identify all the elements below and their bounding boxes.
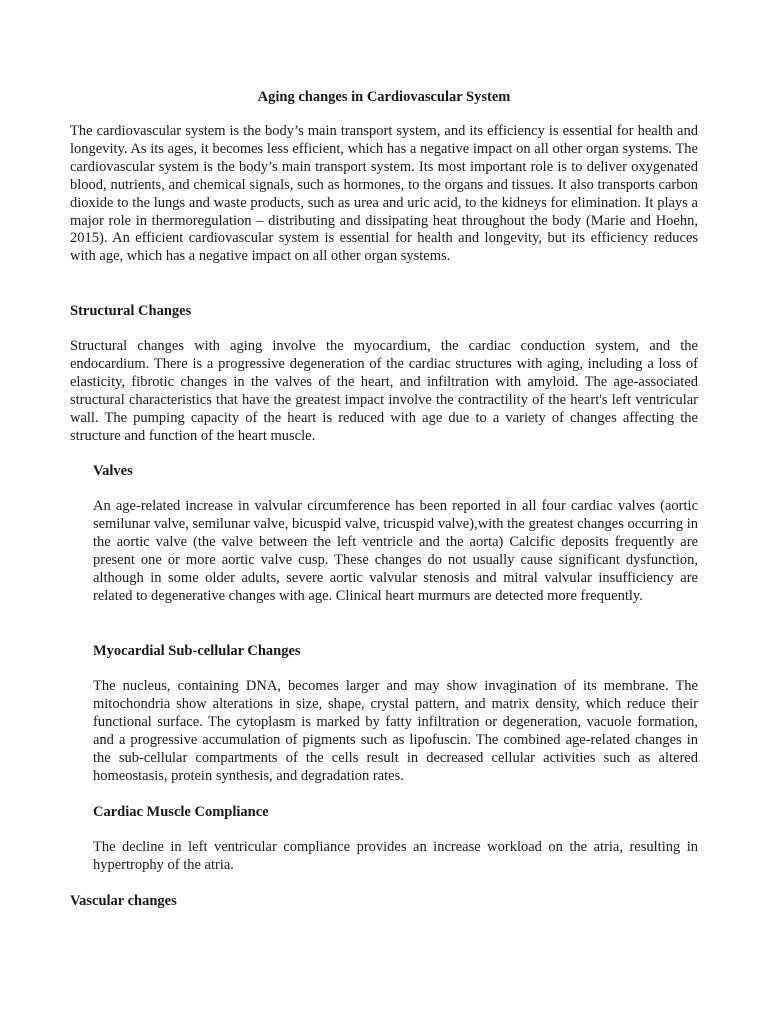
- structural-changes-paragraph: Structural changes with aging involve the myocardium, the cardiac conduction system, and the endocardium. There is a progressive degeneration of the cardiac structures with aging, including a loss of elasticity, fibrotic changes in the valves of the heart, and infiltration with amyloid. The age-associated structural characteristics that have the greatest impact involve the contractility of the heart's left ventricular wall. The pumping capacity of the heart is reduced with age due to a variety of changes affecting the structure and function of the heart muscle.: [70, 338, 698, 444]
- compliance-heading: Cardiac Muscle Compliance: [93, 804, 269, 820]
- vascular-changes-heading: Vascular changes: [70, 893, 177, 909]
- valves-heading: Valves: [93, 463, 133, 479]
- myocardial-paragraph: The nucleus, containing DNA, becomes larger and may show invagination of its membrane. The mitochondria show alterations in size, shape, crystal pattern, and matrix density, which reduce their functional surface. The cytoplasm is marked by fatty infiltration or degeneration, vacuole formation, and a progressive accumulation of pigments such as lipofuscin. The combined age-related changes in the sub-cellular compartments of the cells result in decreased cellular activities such as altered homeostasis, protein synthesis, and degradation rates.: [93, 678, 698, 784]
- myocardial-heading: Myocardial Sub-cellular Changes: [93, 643, 301, 659]
- document-title: Aging changes in Cardiovascular System: [257, 89, 511, 105]
- compliance-paragraph: The decline in left ventricular compliance provides an increase workload on the atria, resulting in hypertrophy of the atria.: [93, 839, 698, 873]
- intro-paragraph: The cardiovascular system is the body’s main transport system, and its efficiency is essential for health and longevity. As its ages, it becomes less efficient, which has a negative impact on all other organ systems. The cardiovascular system is the body’s main transport system. Its most important role is to deliver oxygenated blood, nutrients, and chemical signals, such as hormones, to the organs and tissues. It also transports carbon dioxide to the lungs and waste products, such as urea and uric acid, to the kidneys for elimination. It plays a major role in thermoregulation – distributing and dissipating heat throughout the body (Marie and Hoehn, 2015). An efficient cardiovascular system is essential for health and longevity, but its efficiency reduces with age, which has a negative impact on all other organ systems.: [70, 123, 698, 265]
- structural-changes-heading: Structural Changes: [70, 303, 192, 319]
- valves-paragraph: An age-related increase in valvular circumference has been reported in all four cardiac valves (aortic semilunar valve, semilunar valve, bicuspid valve, tricuspid valve),with the greatest changes occurring in the aortic valve (the valve between the left ventricle and the aorta) Calcific deposits frequently are present one or more aortic valve cusp. These changes do not usually cause significant dysfunction, although in some older adults, severe aortic valvular stenosis and mitral valvular insufficiency are related to degenerative changes with age. Clinical heart murmurs are detected more frequently.: [93, 498, 698, 604]
